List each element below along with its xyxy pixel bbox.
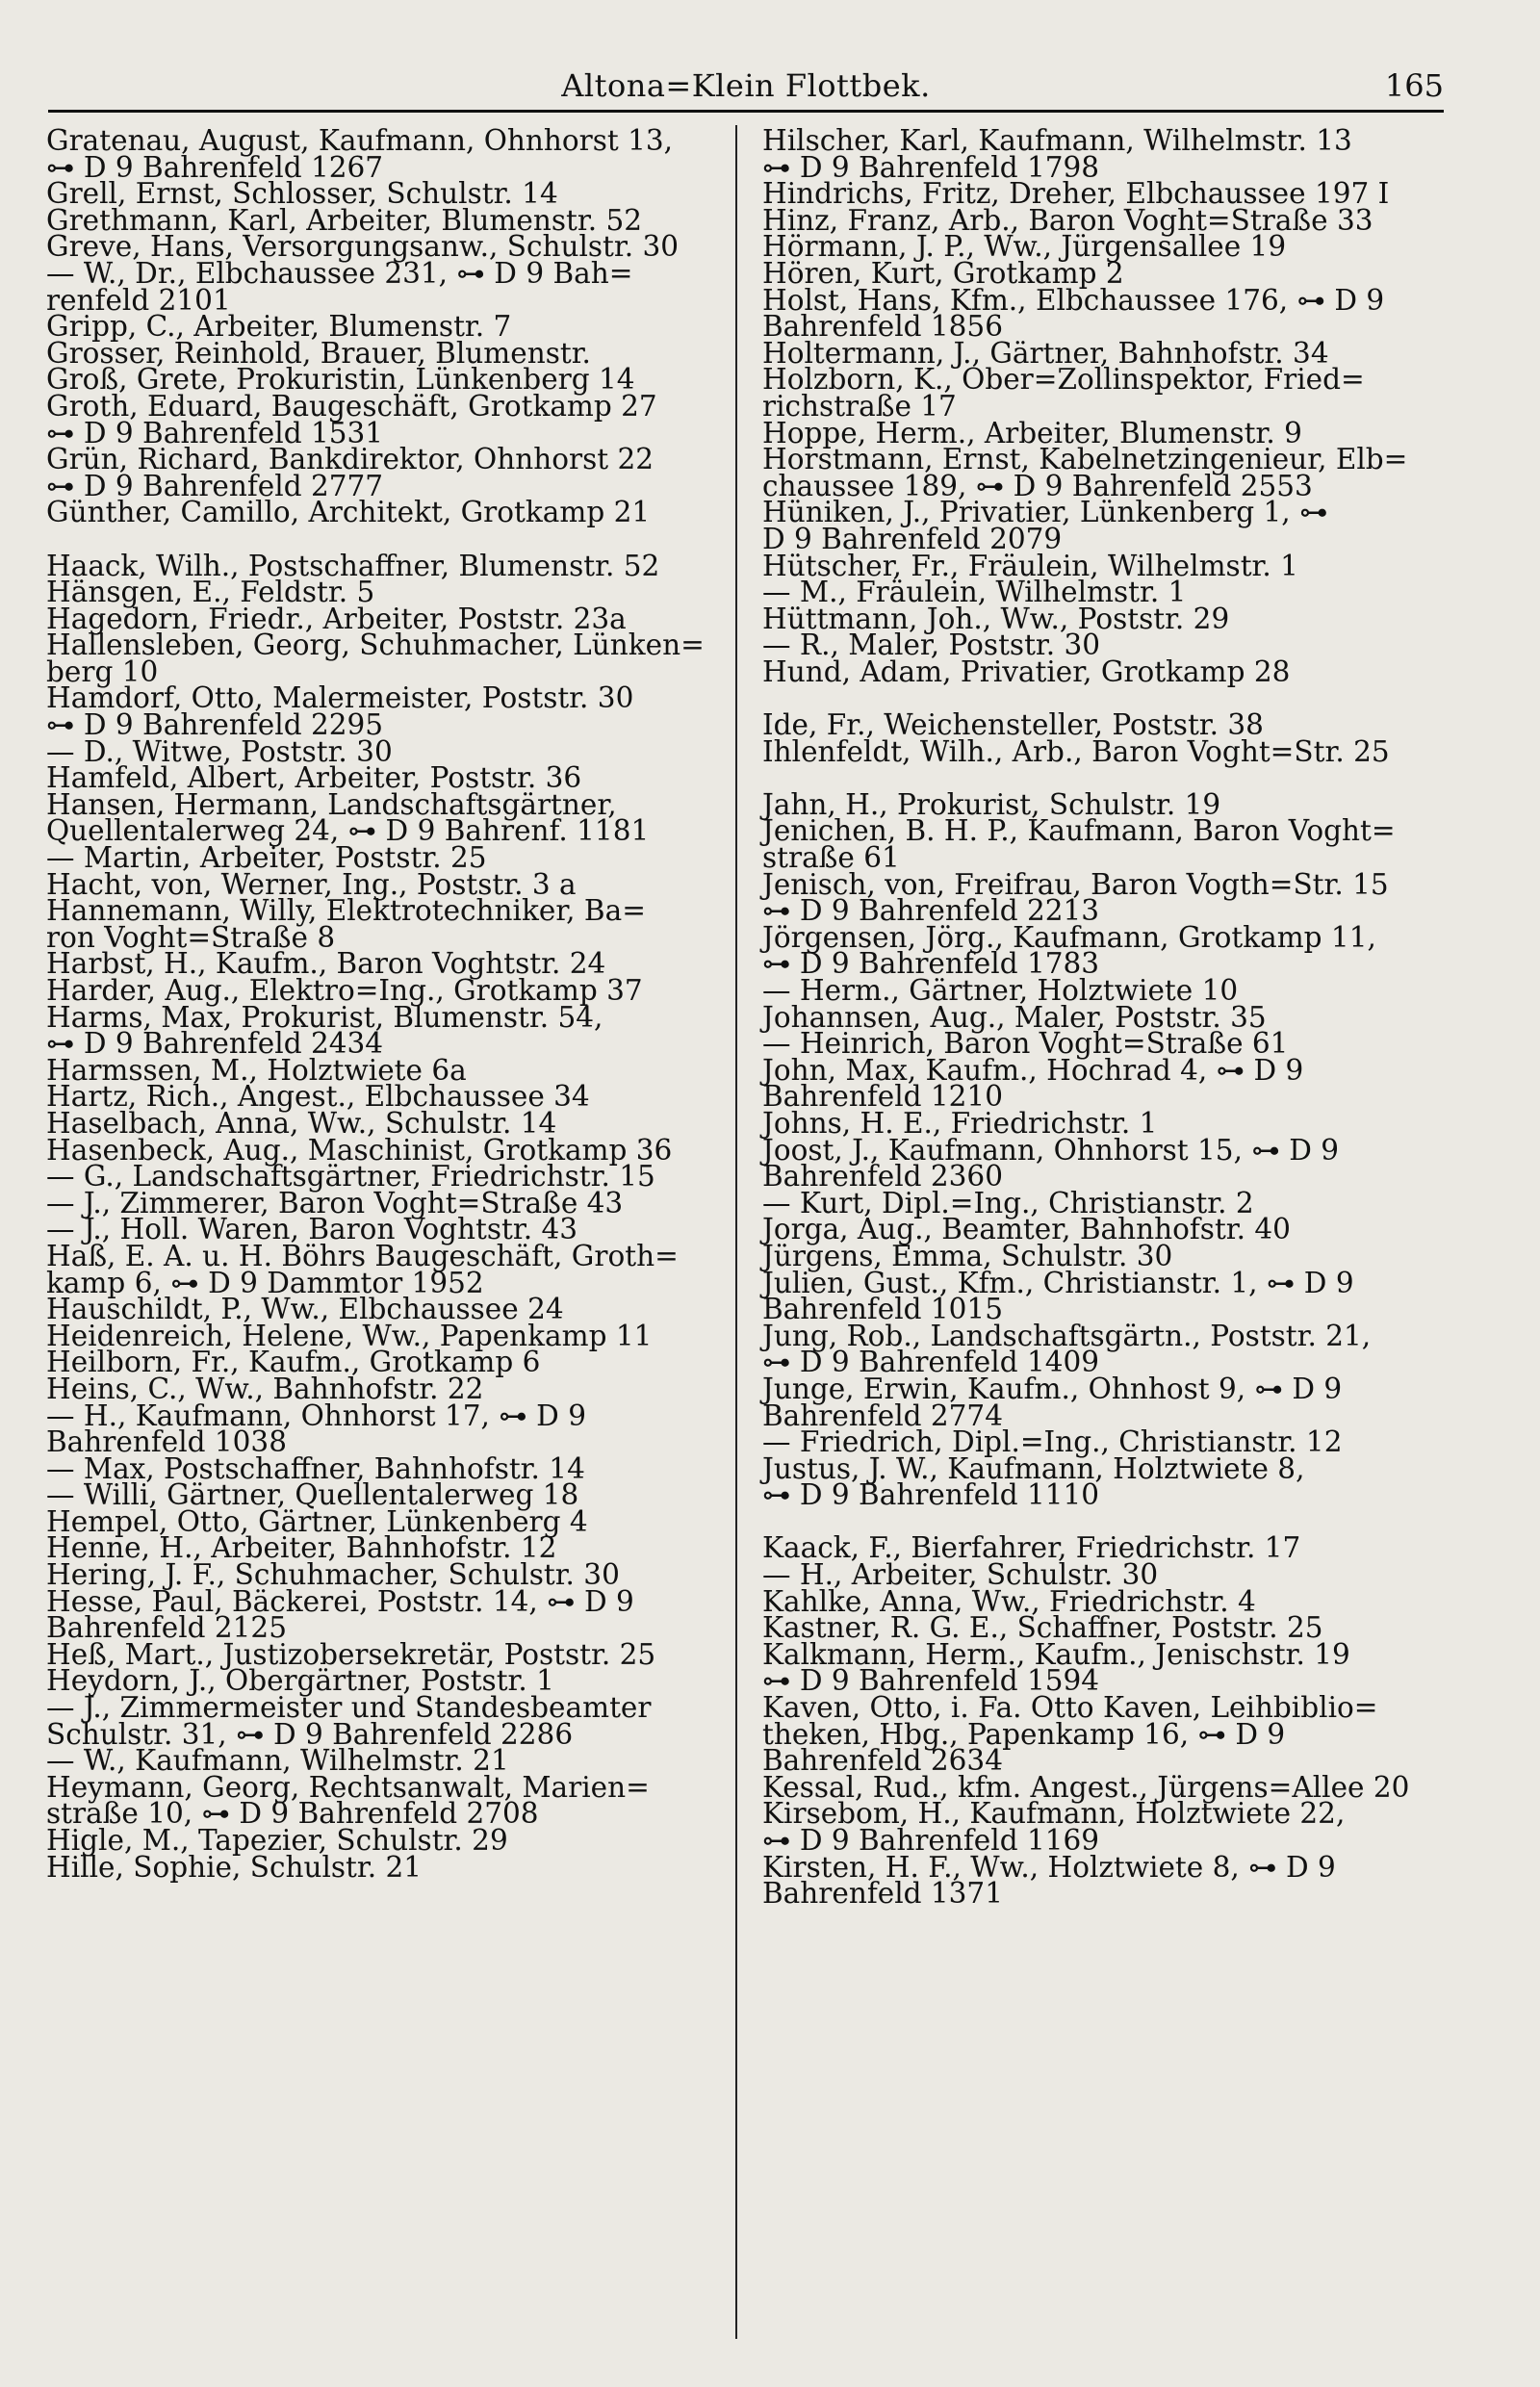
entry-line: — Herm., Gärtner, Holztwiete 10 <box>762 974 1239 1007</box>
entry-continuation: chaussee 189, ⊶ D 9 Bahrenfeld 2553 <box>762 469 1313 502</box>
entry-line: Hüniken, J., Privatier, Lünkenberg 1, ⊶ <box>762 496 1328 529</box>
entry-line: — J., Zimmermeister und Standesbeamter <box>46 1691 652 1725</box>
entry-continuation: straße 10, ⊶ D 9 Bahrenfeld 2708 <box>46 1797 539 1831</box>
entry-line: — J., Zimmerer, Baron Voght=Straße 43 <box>46 1186 624 1219</box>
entry-line: Harbst, H., Kaufm., Baron Voghtstr. 24 <box>46 947 606 981</box>
entry-continuation: Bahrenfeld 2360 <box>762 1160 1003 1194</box>
entry-line: Johannsen, Aug., Maler, Poststr. 35 <box>762 1000 1267 1034</box>
entry-line: Jung, Rob., Landschaftsgärtn., Poststr. 21, <box>762 1319 1372 1352</box>
header-rule <box>48 110 1444 113</box>
left-column <box>46 124 720 1884</box>
entry-line: — W., Dr., Elbchaussee 231, ⊶ D 9 Bah= <box>46 256 633 290</box>
entry-line: Grell, Ernst, Schlosser, Schulstr. 14 <box>46 177 558 211</box>
entry-line: Hören, Kurt, Grotkamp 2 <box>762 256 1124 290</box>
directory-entry <box>762 734 1446 768</box>
entry-line: Gratenau, August, Kaufmann, Ohnhorst 13, <box>46 124 674 157</box>
right-column <box>762 124 1446 1911</box>
entry-line: Hindrichs, Fritz, Dreher, Elbchaussee 197 I <box>762 177 1390 211</box>
directory-entry <box>762 920 1446 981</box>
entry-continuation: ⊶ D 9 Bahrenfeld 2777 <box>46 469 384 502</box>
directory-entry <box>46 389 720 449</box>
entry-line: Hering, J. F., Schuhmacher, Schulstr. 30 <box>46 1558 620 1592</box>
entry-line: Hallensleben, Georg, Schuhmacher, Lünken= <box>46 629 705 662</box>
entry-continuation: Bahrenfeld 2634 <box>762 1744 1003 1778</box>
entry-line: Haß, E. A. u. H. Böhrs Baugeschäft, Groth= <box>46 1239 679 1272</box>
directory-entry <box>762 1691 1446 1778</box>
entry-continuation: berg 10 <box>46 654 159 688</box>
entry-continuation: D 9 Bahrenfeld 2079 <box>762 522 1063 555</box>
directory-entry <box>762 1451 1446 1512</box>
directory-entry <box>46 1399 720 1459</box>
entry-line: Horstmann, Ernst, Kabelnetzingenieur, Elb= <box>762 443 1408 476</box>
entry-line: Hörmann, J. P., Ww., Jürgensallee 19 <box>762 230 1287 264</box>
directory-entry <box>762 1637 1446 1698</box>
entry-line: Johns, H. E., Friedrichstr. 1 <box>762 1106 1158 1140</box>
directory-entry <box>762 1372 1446 1432</box>
entry-continuation: theken, Hbg., Papenkamp 16, ⊶ D 9 <box>762 1717 1286 1751</box>
entry-line: — J., Holl. Waren, Baron Voghtstr. 43 <box>46 1213 578 1246</box>
entry-line: Junge, Erwin, Kaufm., Ohnhost 9, ⊶ D 9 <box>762 1372 1343 1405</box>
entry-line: Holst, Hans, Kfm., Elbchaussee 176, ⊶ D 9 <box>762 283 1385 317</box>
entry-line: Grün, Richard, Bankdirektor, Ohnhorst 22 <box>46 443 654 476</box>
entry-continuation: ⊶ D 9 Bahrenfeld 1531 <box>46 416 384 449</box>
entry-line: John, Max, Kaufm., Hochrad 4, ⊶ D 9 <box>762 1053 1304 1087</box>
entry-line: — D., Witwe, Poststr. 30 <box>46 734 393 768</box>
entry-continuation: richstraße 17 <box>762 389 957 423</box>
entry-line: — H., Kaufmann, Ohnhorst 17, ⊶ D 9 <box>46 1399 586 1432</box>
page-number: 165 <box>1384 67 1444 104</box>
entry-line: Jenichen, B. H. P., Kaufmann, Baron Voght= <box>762 814 1396 848</box>
entry-line: Hempel, Otto, Gärtner, Lünkenberg 4 <box>46 1504 588 1538</box>
entry-line: Heidenreich, Helene, Ww., Papenkamp 11 <box>46 1319 653 1352</box>
entry-continuation: ⊶ D 9 Bahrenfeld 2213 <box>762 894 1100 928</box>
entry-line: Harmssen, M., Holztwiete 6a <box>46 1053 467 1087</box>
directory-entry <box>762 814 1446 875</box>
entry-line: Hänsgen, E., Feldstr. 5 <box>46 576 375 609</box>
entry-continuation: ⊶ D 9 Bahrenfeld 1409 <box>762 1346 1100 1379</box>
entry-line: Jenisch, von, Freifrau, Baron Vogth=Str. 15 <box>762 867 1389 901</box>
entry-line: — Willi, Gärtner, Quellentalerweg 18 <box>46 1478 579 1512</box>
entry-line: Hüttmann, Joh., Ww., Poststr. 29 <box>762 602 1230 635</box>
directory-entry <box>46 681 720 742</box>
directory-entry <box>762 1319 1446 1379</box>
column-divider <box>735 125 737 2339</box>
entry-continuation: ron Voght=Straße 8 <box>46 920 336 954</box>
entry-line: Heydorn, J., Obergärtner, Poststr. 1 <box>46 1664 554 1698</box>
entry-continuation: Bahrenfeld 2774 <box>762 1399 1003 1432</box>
entry-continuation: Bahrenfeld 2125 <box>46 1611 287 1645</box>
entry-line: Ide, Fr., Weichensteller, Poststr. 38 <box>762 708 1264 742</box>
entry-line: Kaack, F., Bierfahrer, Friedrichstr. 17 <box>762 1531 1301 1565</box>
entry-line: Groß, Grete, Prokuristin, Lünkenberg 14 <box>46 363 635 397</box>
directory-entry <box>762 496 1446 555</box>
entry-line: — Martin, Arbeiter, Poststr. 25 <box>46 841 487 875</box>
entry-line: Kaven, Otto, i. Fa. Otto Kaven, Leihbiblio= <box>762 1691 1378 1725</box>
entry-line: Kahlke, Anna, Ww., Friedrichstr. 4 <box>762 1584 1256 1618</box>
directory-entry <box>762 124 1446 184</box>
entry-line: — W., Kaufmann, Wilhelmstr. 21 <box>46 1744 509 1778</box>
directory-entry <box>46 894 720 954</box>
directory-entry <box>46 443 720 502</box>
page-header <box>48 67 1444 110</box>
entry-line: Greve, Hans, Versorgungsanw., Schulstr. 30 <box>46 230 680 264</box>
entry-line: Günther, Camillo, Architekt, Grotkamp 21 <box>46 496 651 529</box>
entry-line: Heilborn, Fr., Kaufm., Grotkamp 6 <box>46 1346 541 1379</box>
entry-line: Hamdorf, Otto, Malermeister, Poststr. 30 <box>46 681 634 715</box>
directory-entry <box>762 1053 1446 1114</box>
directory-entry <box>46 787 720 848</box>
entry-line: — Friedrich, Dipl.=Ing., Christianstr. 12 <box>762 1425 1343 1459</box>
entry-line: Grosser, Reinhold, Brauer, Blumenstr. <box>46 336 591 370</box>
entry-line: — Kurt, Dipl.=Ing., Christianstr. 2 <box>762 1186 1254 1219</box>
entry-line: Jörgensen, Jörg., Kaufmann, Grotkamp 11, <box>762 920 1376 954</box>
directory-entry <box>762 1797 1446 1857</box>
entry-line: Heß, Mart., Justizobersekretär, Poststr. 25 <box>46 1637 656 1671</box>
entry-line: Hauschildt, P., Ww., Elbchaussee 24 <box>46 1293 564 1326</box>
entry-line: Kirsten, H. F., Ww., Holztwiete 8, ⊶ D 9 <box>762 1850 1336 1884</box>
entry-continuation: straße 61 <box>762 841 900 875</box>
entry-line: — G., Landschaftsgärtner, Friedrichstr. 15 <box>46 1160 655 1194</box>
entry-line: Heins, C., Ww., Bahnhofstr. 22 <box>46 1372 484 1405</box>
entry-line: Haack, Wilh., Postschaffner, Blumenstr. 52 <box>46 549 660 582</box>
directory-entry <box>46 124 720 184</box>
entry-line: Grethmann, Karl, Arbeiter, Blumenstr. 52 <box>46 203 643 237</box>
entry-line: Justus, J. W., Kaufmann, Holztwiete 8, <box>762 1451 1305 1485</box>
entry-line: Haselbach, Anna, Ww., Schulstr. 14 <box>46 1106 557 1140</box>
directory-entry <box>46 256 720 317</box>
directory-entry <box>762 363 1446 423</box>
entry-continuation: Schulstr. 31, ⊶ D 9 Bahrenfeld 2286 <box>46 1717 574 1751</box>
entry-line: Gripp, C., Arbeiter, Blumenstr. 7 <box>46 310 512 344</box>
directory-entry <box>762 443 1446 502</box>
entry-line: Hütscher, Fr., Fräulein, Wilhelmstr. 1 <box>762 549 1298 582</box>
directory-entry <box>46 1000 720 1061</box>
entry-continuation: ⊶ D 9 Bahrenfeld 1594 <box>762 1664 1100 1698</box>
entry-line: Higle, M., Tapezier, Schulstr. 29 <box>46 1824 508 1857</box>
entry-line: Kirsebom, H., Kaufmann, Holztwiete 22, <box>762 1797 1346 1831</box>
directory-entry <box>762 283 1446 344</box>
entry-line: Ihlenfeldt, Wilh., Arb., Baron Voght=Str. 25 <box>762 734 1390 768</box>
entry-line: — Heinrich, Baron Voght=Straße 61 <box>762 1027 1289 1061</box>
directory-entry <box>762 1266 1446 1326</box>
entry-continuation: Bahrenfeld 1856 <box>762 310 1003 344</box>
entry-continuation: Bahrenfeld 1210 <box>762 1080 1003 1114</box>
entry-continuation: Bahrenfeld 1038 <box>46 1425 287 1459</box>
directory-entry <box>762 1850 1446 1911</box>
entry-continuation: renfeld 2101 <box>46 283 231 317</box>
directory-entry <box>46 496 720 529</box>
entry-line: Holtermann, J., Gärtner, Bahnhofstr. 34 <box>762 336 1329 370</box>
directory-entry <box>46 1691 720 1751</box>
entry-continuation: ⊶ D 9 Bahrenfeld 1798 <box>762 150 1100 184</box>
entry-line: Hund, Adam, Privatier, Grotkamp 28 <box>762 654 1291 688</box>
entry-line: Jahn, H., Prokurist, Schulstr. 19 <box>762 787 1221 821</box>
entry-line: Kessal, Rud., kfm. Angest., Jürgens=Allee 20 <box>762 1770 1410 1804</box>
entry-line: Hoppe, Herm., Arbeiter, Blumenstr. 9 <box>762 416 1302 449</box>
directory-entry <box>46 1239 720 1299</box>
entry-line: — H., Arbeiter, Schulstr. 30 <box>762 1558 1159 1592</box>
entry-line: Hilscher, Karl, Kaufmann, Wilhelmstr. 13 <box>762 124 1352 157</box>
entry-line: Hamfeld, Albert, Arbeiter, Poststr. 36 <box>46 761 582 795</box>
directory-entry <box>46 1584 720 1645</box>
entry-line: Julien, Gust., Kfm., Christianstr. 1, ⊶ D 9 <box>762 1266 1354 1299</box>
directory-entry <box>762 1133 1446 1194</box>
entry-line: Harms, Max, Prokurist, Blumenstr. 54, <box>46 1000 603 1034</box>
entry-continuation: ⊶ D 9 Bahrenfeld 1783 <box>762 947 1100 981</box>
entry-line: Hasenbeck, Aug., Maschinist, Grotkamp 36 <box>46 1133 673 1167</box>
entry-line: Hagedorn, Friedr., Arbeiter, Poststr. 23a <box>46 602 627 635</box>
entry-line: Kalkmann, Herm., Kaufm., Jenischstr. 19 <box>762 1637 1350 1671</box>
entry-line: Jorga, Aug., Beamter, Bahnhofstr. 40 <box>762 1213 1291 1246</box>
entry-line: Harder, Aug., Elektro=Ing., Grotkamp 37 <box>46 974 643 1007</box>
entry-line: — R., Maler, Poststr. 30 <box>762 629 1101 662</box>
entry-line: Joost, J., Kaufmann, Ohnhorst 15, ⊶ D 9 <box>762 1133 1340 1167</box>
entry-line: Hartz, Rich., Angest., Elbchaussee 34 <box>46 1080 590 1114</box>
entry-continuation: kamp 6, ⊶ D 9 Dammtor 1952 <box>46 1266 484 1299</box>
directory-entry <box>46 629 720 688</box>
directory-entry <box>46 1770 720 1831</box>
entry-line: Hansen, Hermann, Landschaftsgärtner, <box>46 787 617 821</box>
entry-line: Heymann, Georg, Rechtsanwalt, Marien= <box>46 1770 650 1804</box>
entry-continuation: Bahrenfeld 1015 <box>762 1293 1003 1326</box>
page-title: Altona=Klein Flottbek. <box>561 67 931 104</box>
entry-line: Henne, H., Arbeiter, Bahnhofstr. 12 <box>46 1531 557 1565</box>
directory-entry <box>46 1850 720 1884</box>
directory-entry <box>762 654 1446 688</box>
entry-line: Jürgens, Emma, Schulstr. 30 <box>762 1239 1173 1272</box>
entry-continuation: Bahrenfeld 1371 <box>762 1877 1003 1911</box>
directory-entry <box>762 867 1446 928</box>
entry-line: Groth, Eduard, Baugeschäft, Grotkamp 27 <box>46 389 657 423</box>
entry-continuation: ⊶ D 9 Bahrenfeld 2295 <box>46 708 384 742</box>
entry-continuation: ⊶ D 9 Bahrenfeld 1110 <box>762 1478 1100 1512</box>
entry-line: — M., Fräulein, Wilhelmstr. 1 <box>762 576 1187 609</box>
entry-line: — Max, Postschaffner, Bahnhofstr. 14 <box>46 1451 585 1485</box>
entry-line: Hinz, Franz, Arb., Baron Voght=Straße 33 <box>762 203 1373 237</box>
entry-line: Holzborn, K., Ober=Zollinspektor, Fried= <box>762 363 1365 397</box>
entry-line: Hannemann, Willy, Elektrotechniker, Ba= <box>46 894 646 928</box>
entry-line: Hesse, Paul, Bäckerei, Poststr. 14, ⊶ D 9 <box>46 1584 634 1618</box>
entry-line: Hacht, von, Werner, Ing., Poststr. 3 a <box>46 867 577 901</box>
entry-continuation: ⊶ D 9 Bahrenfeld 1169 <box>762 1824 1100 1857</box>
entry-continuation: ⊶ D 9 Bahrenfeld 2434 <box>46 1027 384 1061</box>
entry-continuation: ⊶ D 9 Bahrenfeld 1267 <box>46 150 384 184</box>
entry-continuation: Quellentalerweg 24, ⊶ D 9 Bahrenf. 1181 <box>46 814 650 848</box>
entry-line: Kastner, R. G. E., Schaffner, Poststr. 25 <box>762 1611 1323 1645</box>
entry-line: Hille, Sophie, Schulstr. 21 <box>46 1850 423 1884</box>
